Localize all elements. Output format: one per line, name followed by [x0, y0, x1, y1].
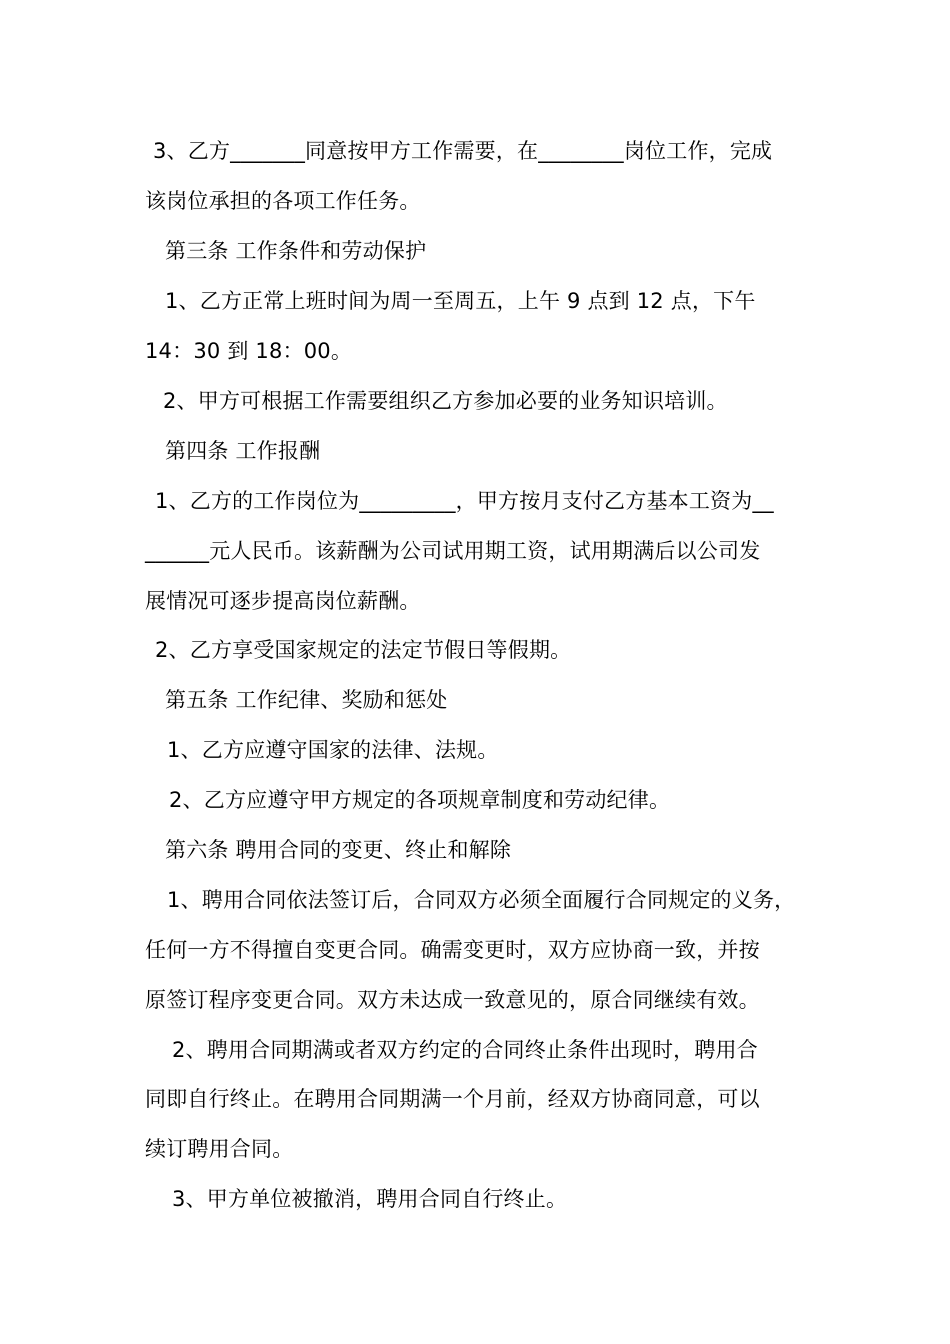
- article-4-item-2: 2、乙方享受国家规定的法定节假日等假期。: [155, 638, 572, 662]
- article-5-item-2: 2、乙方应遵守甲方规定的各项规章制度和劳动纪律。: [169, 788, 671, 812]
- article-3-item-1: 1、乙方正常上班时间为周一至周五，上午 9 点到 12 点，下午: [165, 289, 756, 313]
- article-6-item-3: 3、甲方单位被撤消，聘用合同自行终止。: [172, 1187, 568, 1211]
- article-4-item-1-cont-2: 展情况可逐步提高岗位薪酬。: [145, 589, 421, 613]
- article-3-item-2: 2、甲方可根据工作需要组织乙方参加必要的业务知识培训。: [163, 389, 728, 413]
- clause-3-1-cont: 该岗位承担的各项工作任务。: [145, 189, 421, 213]
- article-3-heading: 第三条 工作条件和劳动保护: [165, 239, 427, 263]
- article-6-item-1-cont: 任何一方不得擅自变更合同。确需变更时，双方应协商一致，并按: [145, 938, 760, 962]
- article-5-heading: 第五条 工作纪律、奖励和惩处: [165, 688, 448, 712]
- clause-3-1: 3、乙方_______同意按甲方工作需要，在________岗位工作，完成: [153, 139, 773, 163]
- article-6-item-2-cont: 同即自行终止。在聘用合同期满一个月前，经双方协商同意，可以: [145, 1087, 760, 1111]
- article-6-item-1: 1、聘用合同依法签订后，合同双方必须全面履行合同规定的义务，: [167, 888, 796, 912]
- article-6-heading: 第六条 聘用合同的变更、终止和解除: [165, 838, 512, 862]
- article-6-item-1-cont-2: 原签订程序变更合同。双方未达成一致意见的，原合同继续有效。: [145, 988, 760, 1012]
- article-6-item-2: 2、聘用合同期满或者双方约定的合同终止条件出现时，聘用合: [172, 1038, 758, 1062]
- article-4-item-1: 1、乙方的工作岗位为_________，甲方按月支付乙方基本工资为__: [155, 489, 774, 513]
- article-5-item-1: 1、乙方应遵守国家的法律、法规。: [167, 738, 499, 762]
- article-6-item-2-cont-2: 续订聘用合同。: [145, 1137, 294, 1161]
- article-4-heading: 第四条 工作报酬: [165, 439, 321, 463]
- article-3-item-1-cont: 14：30 到 18：00。: [145, 339, 353, 363]
- article-4-item-1-cont: ______元人民币。该薪酬为公司试用期工资，试用期满后以公司发: [145, 539, 761, 563]
